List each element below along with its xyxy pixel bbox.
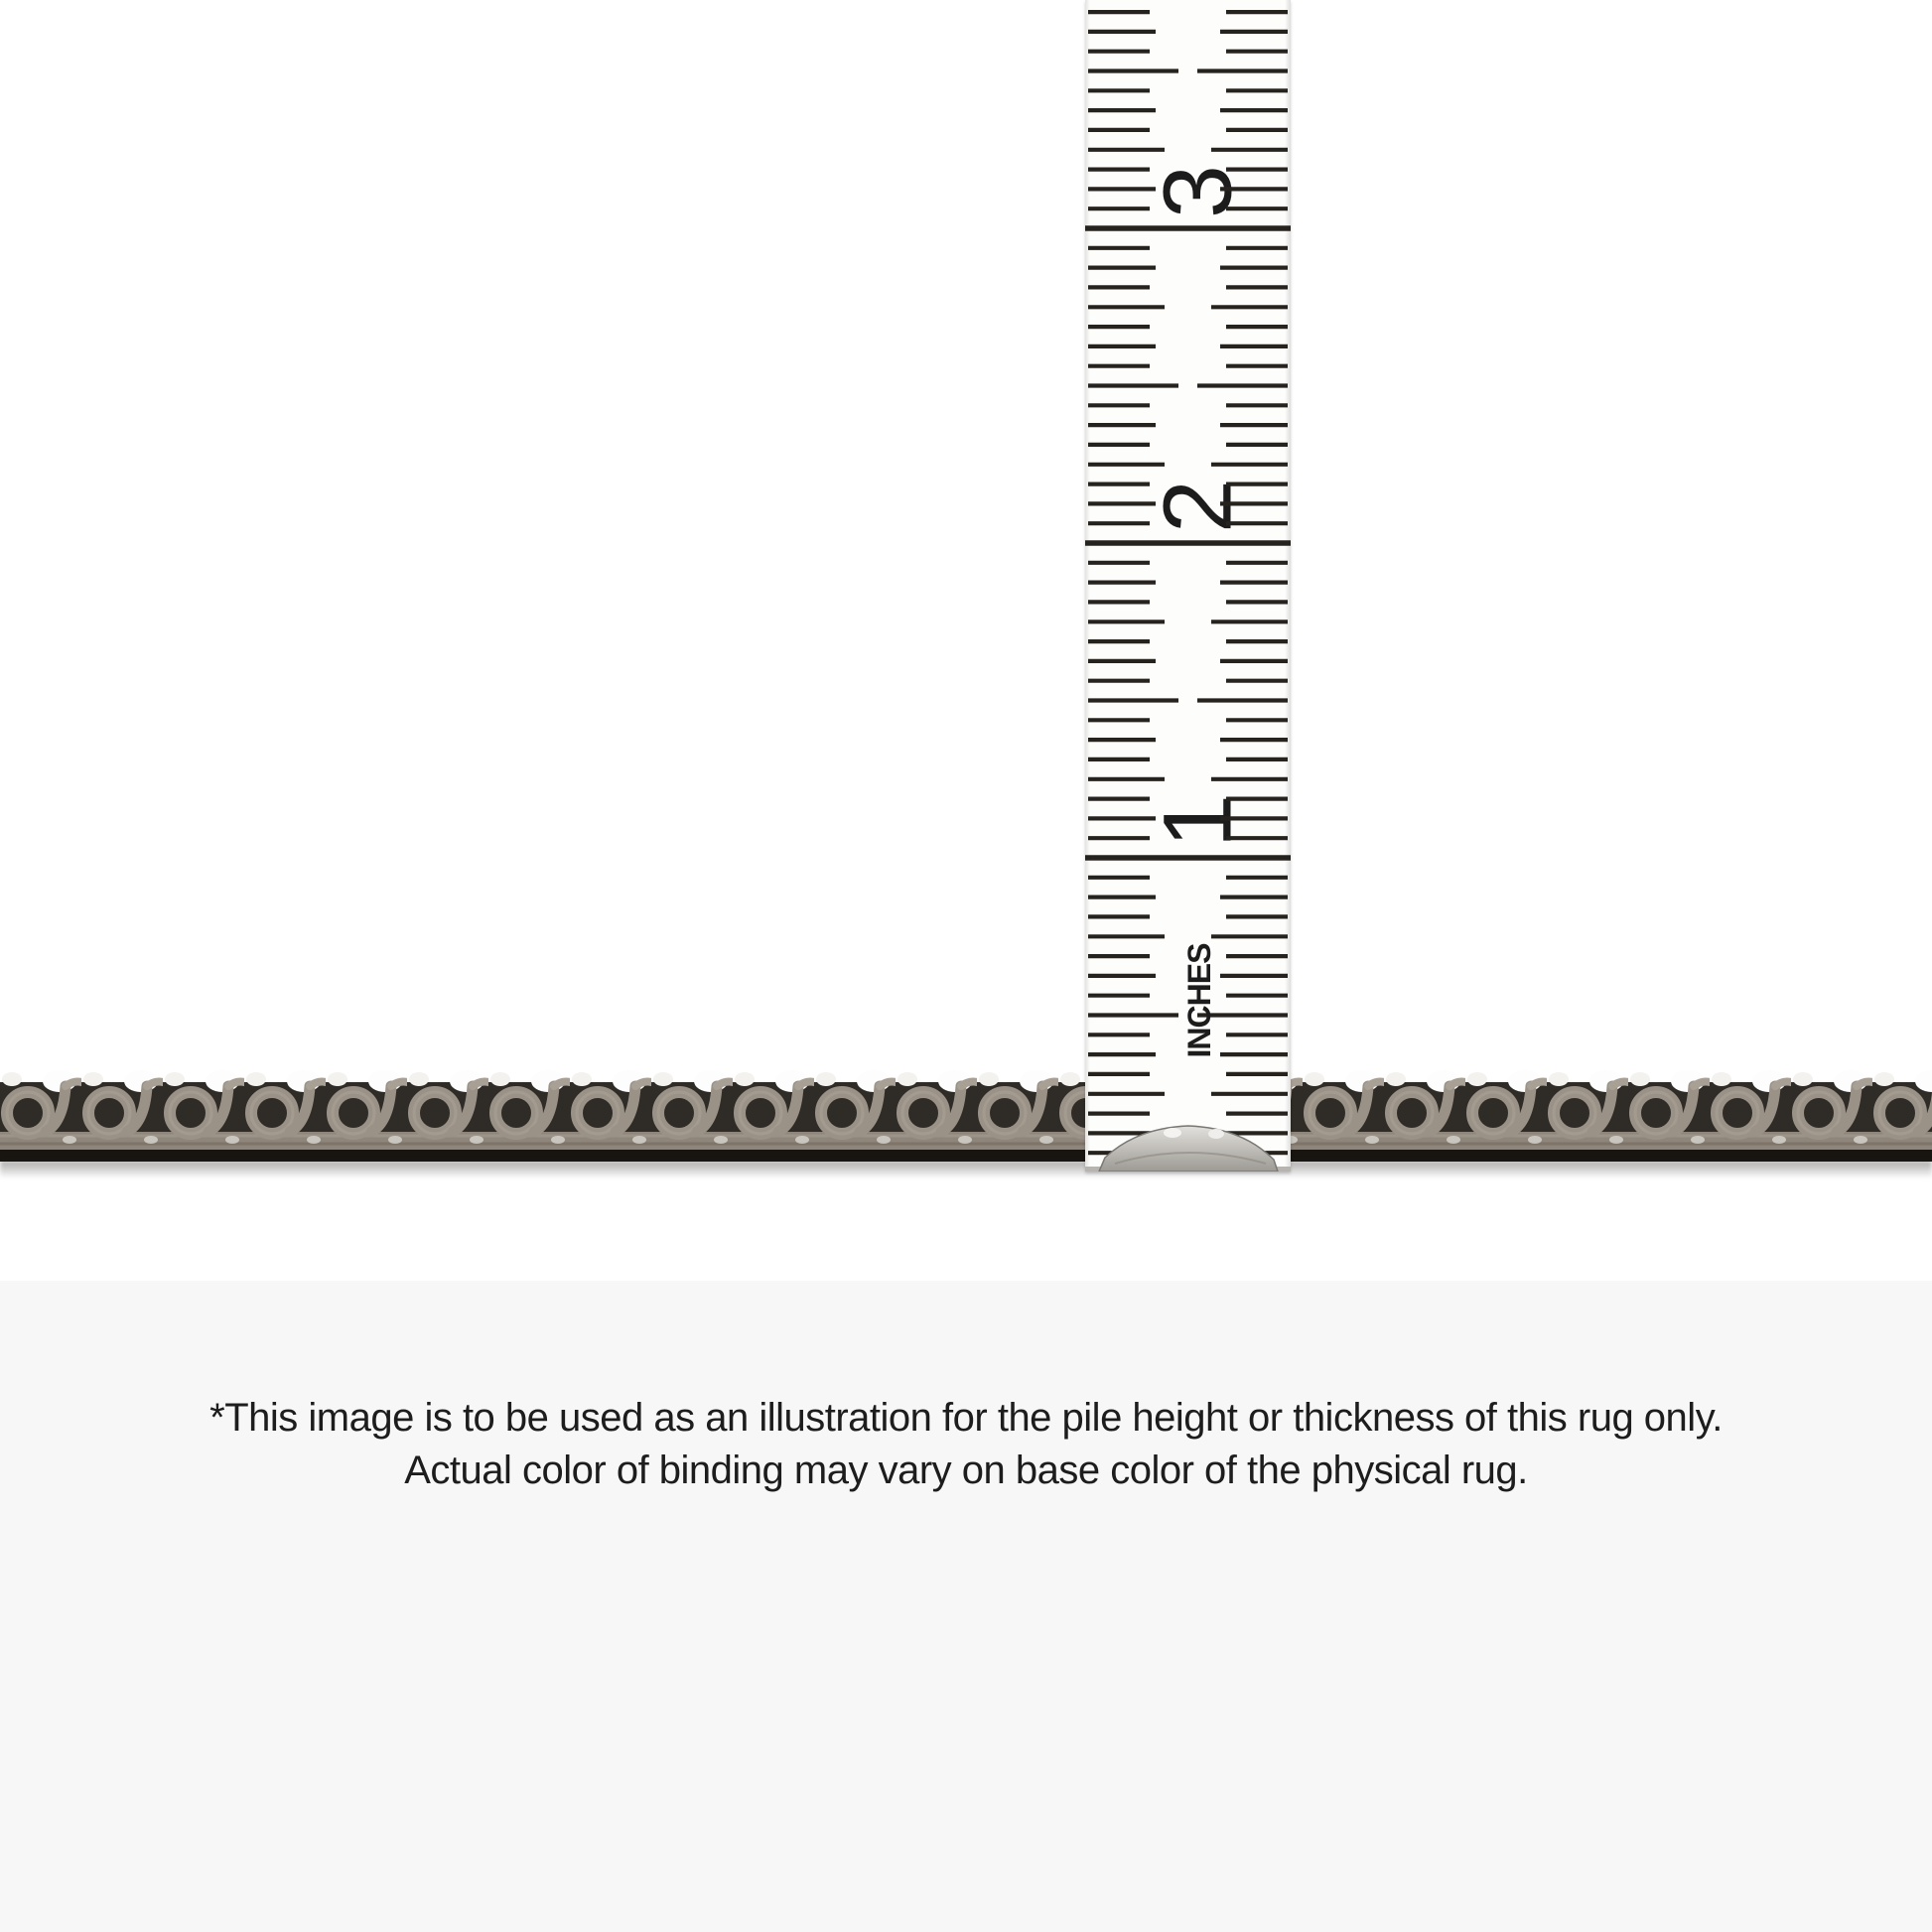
caption-line-1: *This image is to be used as an illustration for the pile height or thickness of this rug only. bbox=[209, 1396, 1723, 1440]
ruler-number: 1 bbox=[1143, 794, 1252, 848]
ruler-number: 2 bbox=[1143, 480, 1252, 533]
rug-binding-pattern bbox=[0, 1070, 1932, 1162]
ruler-number: 3 bbox=[1143, 165, 1252, 218]
rug-shadow bbox=[0, 1161, 1932, 1178]
caption-panel bbox=[0, 1281, 1932, 1932]
rug-edge bbox=[0, 1070, 1932, 1162]
rug-binding-stitches bbox=[0, 1070, 1932, 1162]
measuring-tape-scale bbox=[1085, 0, 1291, 1172]
measuring-tape bbox=[1085, 0, 1291, 1172]
caption-line-2: Actual color of binding may vary on base color of the physical rug. bbox=[404, 1449, 1528, 1492]
ruler-unit-label: INCHES bbox=[1181, 943, 1217, 1058]
